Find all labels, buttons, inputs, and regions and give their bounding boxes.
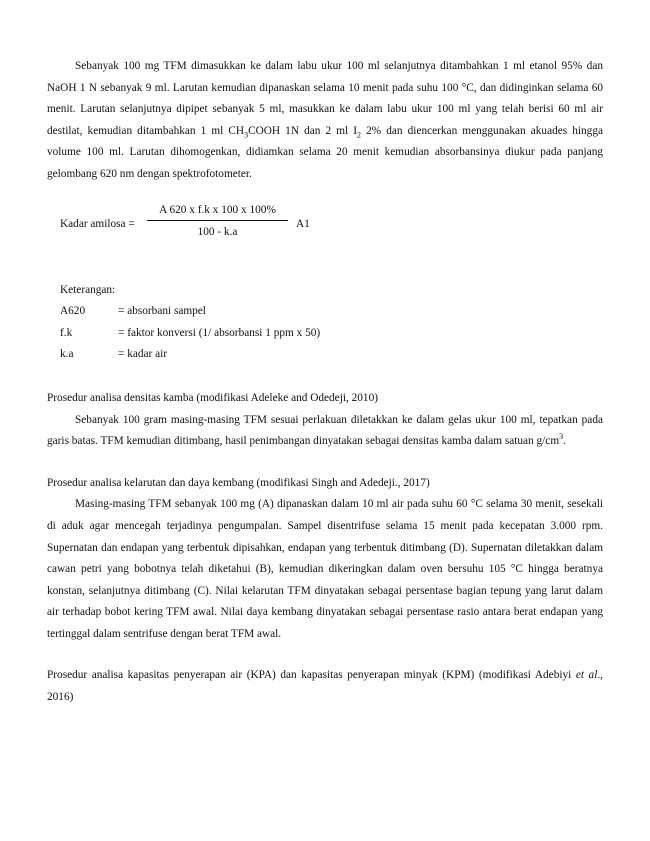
legend-description: = absorbani sampel [118, 305, 206, 318]
formula-rhs: A1 [296, 217, 310, 230]
legend-title: Keterangan: [60, 283, 116, 296]
formula-legend [60, 280, 603, 366]
amylose-procedure-paragraph [47, 56, 603, 186]
absorption-heading-end: ., 2016) [47, 669, 604, 704]
formula-lhs: Kadar amilosa = [60, 217, 135, 230]
i2-subscript: 2 [357, 130, 362, 140]
density-section-body [47, 410, 603, 453]
absorption-heading-italic: et al [575, 669, 598, 682]
formula-denominator: 100 - k.a [197, 225, 238, 238]
legend-description: = faktor konversi (1/ absorbansi 1 ppm x 50) [118, 326, 321, 339]
formula-numerator: A 620 x f.k x 100 x 100% [159, 203, 276, 216]
amylose-text-part-1: Sebanyak 100 mg TFM dimasukkan ke dalam labu ukur 100 ml selanjutnya ditambahkan 1 ml etanol 95% dan NaOH 1 N sebanyak 9 ml. Larutan kemudian dipanaskan selama 10 menit pada suhu 100 °C, dan didinginkan selama 60 menit. Larutan selanjutnya dipipet sebanyak 5 ml, masukkan ke dalam labu ukur 100 ml yang telah berisi 60 ml air destilat, kemudian ditambahkan 1 ml CH [47, 60, 603, 137]
fraction-bar [147, 220, 288, 221]
absorption-heading-text: Prosedur analisa kapasitas penyerapan air (KPA) dan kapasitas penyerapan minyak (KPM) (modifikasi Adebiyi [47, 669, 576, 682]
legend-row [60, 323, 603, 345]
ch3-subscript: 3 [244, 130, 249, 140]
legend-symbol: k.a [60, 348, 74, 361]
amylose-text-part-2: COOH 1N dan 2 ml I [248, 124, 358, 137]
document-page [47, 56, 603, 709]
solubility-section-heading: Prosedur analisa kelarutan dan daya kembang (modifikasi Singh and Adedeji., 2017) [47, 476, 430, 489]
legend-row [60, 344, 603, 366]
legend-row [60, 301, 603, 323]
legend-symbol: A620 [60, 305, 86, 318]
cubic-superscript: 3 [559, 432, 564, 442]
solubility-section-body: Masing-masing TFM sebanyak 100 mg (A) dipanaskan dalam 10 ml air pada suhu 60 °C selama 30 menit, sesekali di aduk agar mencegah terjadinya pengumpalan. Sampel disentrifuse selama 15 menit pada kecepatan 3.000 rpm. Supernatan dan endapan yang terbentuk dipisahkan, endapan yang terbentuk ditimbang (D). Supernatan diletakkan dalam cawan petri yang bobotnya telah diketahui (B), kemudian dikeringkan dalam oven bersuhu 105 °C hingga beratnya konstan, selanjutnya ditimbang (C). Nilai kelarutan TFM dinyatakan sebagai persentase bagian tepung yang larut dalam air terhadap bobot kering TFM awal. Nilai daya kembang dinyatakan sebagai persentase rasio antara berat endapan yang tertinggal dalam sentrifuse dengan berat TFM awal. [47, 498, 603, 640]
density-section-heading: Prosedur analisa densitas kamba (modifikasi Adeleke and Odedeji, 2010) [47, 391, 378, 404]
density-body-text: Sebanyak 100 gram masing-masing TFM sesuai perlakuan diletakkan ke dalam gelas ukur 100 ml, tepatkan pada garis batas. TFM kemudian ditimbang, hasil penimbangan dinyatakan sebagai densitas kamba dalam satuan g/cm [47, 413, 603, 448]
density-body-end: . [563, 435, 566, 448]
legend-symbol: f.k [60, 326, 73, 339]
amylose-formula [60, 202, 603, 246]
legend-description: = kadar air [118, 348, 168, 361]
amylose-text-part-3: 2% dan diencerkan menggunakan akuades hingga volume 100 ml. Larutan dihomogenkan, didiamkan selama 20 menit kemudian absorbansinya diukur pada panjang gelombang 620 nm dengan spektrofotometer. [47, 124, 603, 180]
absorption-section-heading [47, 665, 603, 708]
formula-fraction [147, 202, 288, 241]
